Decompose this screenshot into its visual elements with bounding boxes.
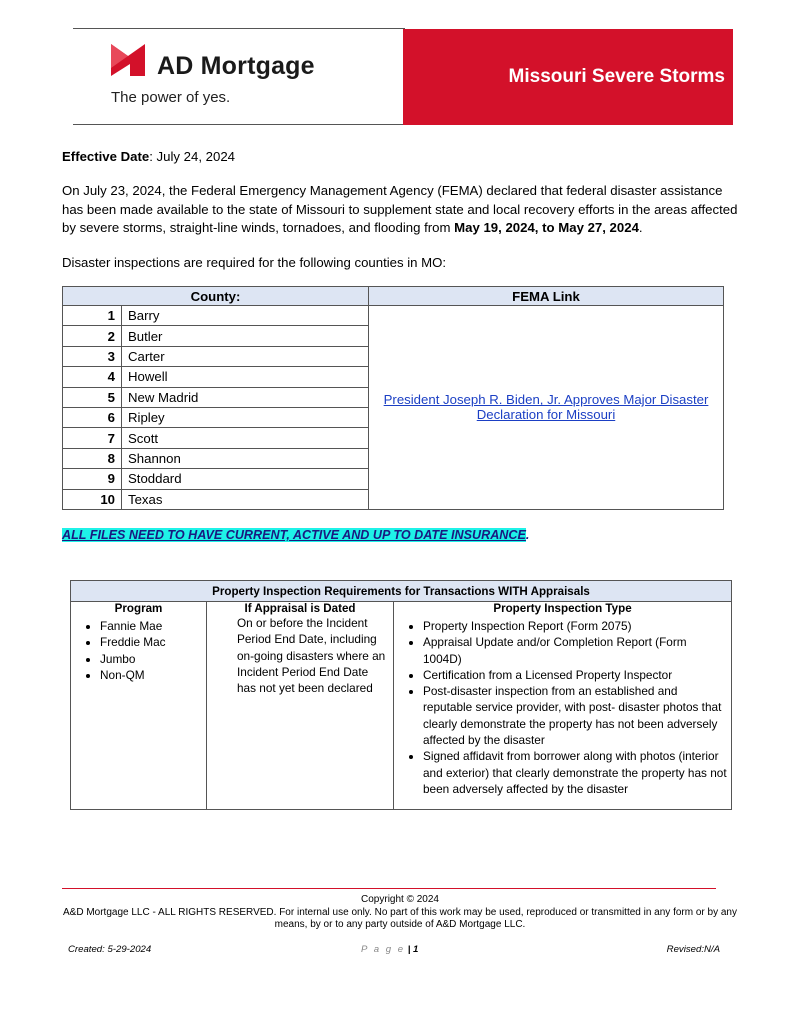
fema-link-cell: [369, 306, 724, 510]
effective-date: [62, 148, 235, 167]
appraisal-dated-text: On or before the Incident Period End Date, including on-going disasters where an Incident Period End Date has not yet been declared: [207, 615, 394, 810]
county-number: 6: [63, 407, 122, 427]
page-label: P a g e: [361, 944, 406, 955]
county-number: 4: [63, 367, 122, 387]
list-item: • Property Inspection Report (Form 2075): [423, 618, 728, 634]
created-date: Created: 5-29-2024: [68, 944, 152, 955]
counties-intro: Disaster inspections are required for the following counties in MO:: [62, 255, 447, 270]
county-number: 1: [63, 306, 122, 326]
fema-declaration-link[interactable]: President Joseph R. Biden, Jr. Approves Major Disaster Declaration for Missouri: [383, 392, 709, 423]
county-name: Barry: [122, 306, 369, 326]
county-header: County:: [63, 287, 369, 306]
county-name: Howell: [122, 367, 369, 387]
effective-date-value: : July 24, 2024: [149, 149, 236, 164]
county-number: 9: [63, 469, 122, 489]
table-row: [63, 306, 724, 326]
insurance-notice: [62, 528, 529, 542]
list-item: • Signed affidavit from borrower along with photos (interior and exterior) that clearly demonstrate the property has not been adversely affected by the disaster: [423, 748, 728, 797]
county-table: [62, 286, 724, 510]
footer-rule: [62, 888, 716, 889]
declaration-end: .: [638, 220, 643, 235]
ad-mortgage-logo-icon: [111, 44, 145, 76]
program-list-cell: [71, 615, 207, 810]
declaration-text: On July 23, 2024, the Federal Emergency Management Agency (FEMA) declared that federal disaster assistance has been made available to the state of Missouri to supplement state and local recovery efforts in the areas affected by severe storms, straight-line winds, tornadoes, and flooding from: [62, 183, 738, 235]
page-indicator: [361, 944, 418, 955]
revised-date: Revised:N/A: [666, 944, 720, 955]
insurance-notice-text: ALL FILES NEED TO HAVE CURRENT, ACTIVE AND UP TO DATE INSURANCE: [62, 528, 526, 542]
county-number: 3: [63, 346, 122, 366]
county-number: 2: [63, 326, 122, 346]
list-item: • Post-disaster inspection from an established and reputable service provider, with post- disaster photos that clearly demonstrate the property has not been adversely affected by the disaster: [423, 683, 728, 748]
list-item: • Jumbo: [100, 651, 205, 667]
program-list: [72, 618, 205, 683]
program-header: Program: [71, 602, 207, 616]
inspection-type-header: Property Inspection Type: [394, 602, 732, 616]
inspection-type-cell: [394, 615, 732, 810]
list-item: • Fannie Mae: [100, 618, 205, 634]
county-name: Stoddard: [122, 469, 369, 489]
inspection-type-list: [395, 618, 730, 797]
county-name: Carter: [122, 346, 369, 366]
page-number: | 1: [405, 944, 419, 955]
banner-title: Missouri Severe Storms: [508, 66, 725, 87]
county-name: Butler: [122, 326, 369, 346]
insurance-notice-end: .: [525, 528, 530, 542]
fema-link-header: FEMA Link: [369, 287, 724, 306]
county-name: Texas: [122, 489, 369, 509]
effective-date-label: Effective Date: [62, 149, 150, 164]
rights-statement: A&D Mortgage LLC - ALL RIGHTS RESERVED. For internal use only. No part of this work may be used, reproduced or transmitted in any form or by any means, by or to any party outside of A&D Mortgage LLC.: [63, 906, 737, 930]
declaration-paragraph: [62, 182, 742, 238]
declaration-dates: May 19, 2024, to May 27, 2024: [454, 220, 639, 235]
county-number: 5: [63, 387, 122, 407]
copyright-line: Copyright © 2024: [361, 894, 439, 905]
county-name: Ripley: [122, 407, 369, 427]
brand-name: AD Mortgage: [157, 52, 315, 80]
county-number: 7: [63, 428, 122, 448]
county-number: 10: [63, 489, 122, 509]
county-number: 8: [63, 448, 122, 468]
header-rule-top: [73, 28, 405, 29]
header-rule-bottom: [73, 124, 405, 125]
list-item: • Non-QM: [100, 667, 205, 683]
brand-tagline: The power of yes.: [111, 89, 231, 106]
appraisal-dated-header: If Appraisal is Dated: [207, 602, 394, 616]
list-item: • Freddie Mac: [100, 634, 205, 650]
list-item: • Certification from a Licensed Property Inspector: [423, 667, 728, 683]
footer-copyright: [62, 894, 738, 932]
county-name: Scott: [122, 428, 369, 448]
list-item: • Appraisal Update and/or Completion Report (Form 1004D): [423, 634, 728, 667]
county-name: Shannon: [122, 448, 369, 468]
county-name: New Madrid: [122, 387, 369, 407]
inspection-requirements-table: [70, 580, 732, 810]
inspection-table-title: Property Inspection Requirements for Transactions WITH Appraisals: [71, 581, 732, 602]
county-table-header: [63, 287, 724, 306]
